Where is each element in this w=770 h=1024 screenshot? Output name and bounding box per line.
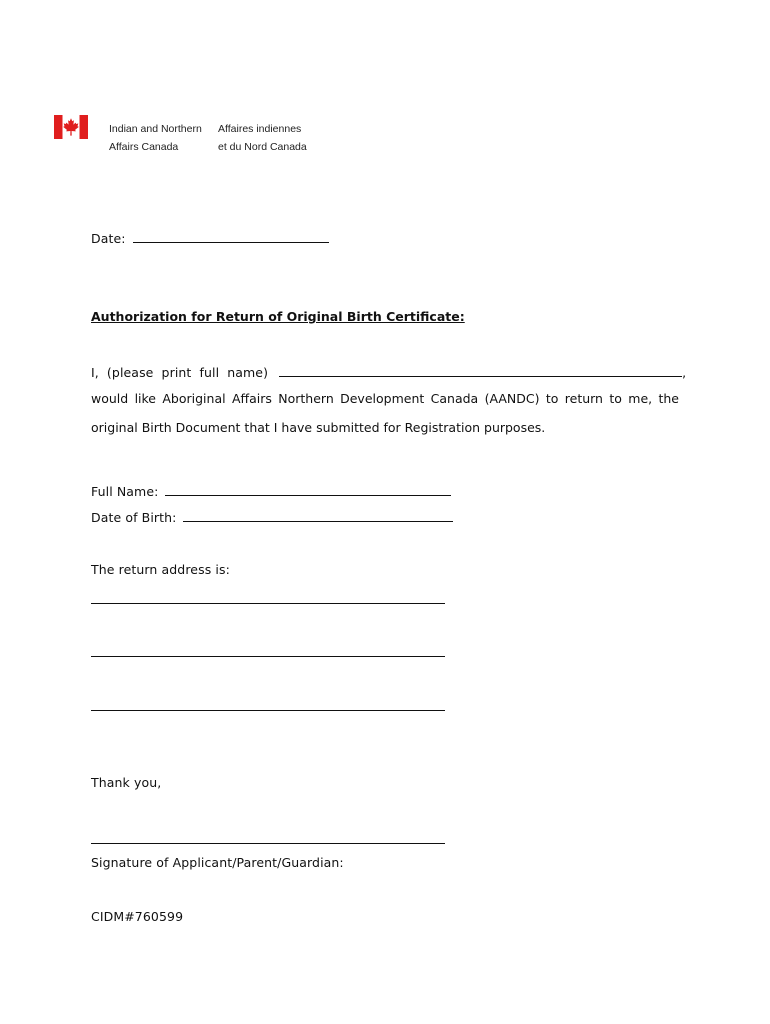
full-name-label: Full Name: xyxy=(91,484,159,499)
dob-label: Date of Birth: xyxy=(91,510,177,525)
return-address-line-1[interactable] xyxy=(91,603,445,604)
department-en-line2: Affairs Canada xyxy=(109,141,179,153)
return-address-line-3[interactable] xyxy=(91,710,445,711)
department-fr-line2: et du Nord Canada xyxy=(218,141,307,153)
dob-blank-line[interactable] xyxy=(183,508,453,522)
form-title: Authorization for Return of Original Birth Certificate: xyxy=(91,309,465,324)
signature-line[interactable] xyxy=(91,843,445,844)
date-label: Date: xyxy=(91,231,126,246)
department-name-english xyxy=(109,120,202,156)
department-en-line1: Indian and Northern xyxy=(109,123,202,135)
statement-line-2: would like Aboriginal Affairs Northern Development Canada (AANDC) to return to me, the xyxy=(91,391,679,406)
statement-line-1 xyxy=(91,363,686,380)
statement-intro: I, (please print full name) xyxy=(91,365,269,380)
thank-you-text: Thank you, xyxy=(91,775,162,790)
document-id: CIDM#760599 xyxy=(91,909,184,924)
return-address-label: The return address is: xyxy=(91,562,230,577)
statement-line-3: original Birth Document that I have submitted for Registration purposes. xyxy=(91,420,546,435)
signature-label: Signature of Applicant/Parent/Guardian: xyxy=(91,855,344,870)
date-field xyxy=(91,229,329,246)
full-name-blank-line[interactable] xyxy=(165,482,451,496)
print-name-blank-line[interactable] xyxy=(279,363,682,377)
date-blank-line[interactable] xyxy=(133,229,329,243)
return-address-line-2[interactable] xyxy=(91,656,445,657)
department-fr-line1: Affaires indiennes xyxy=(218,123,302,135)
full-name-field xyxy=(91,482,451,499)
statement-comma: , xyxy=(682,365,687,380)
canada-flag-icon xyxy=(54,115,88,139)
department-name-french xyxy=(218,120,307,156)
dob-field xyxy=(91,508,453,525)
